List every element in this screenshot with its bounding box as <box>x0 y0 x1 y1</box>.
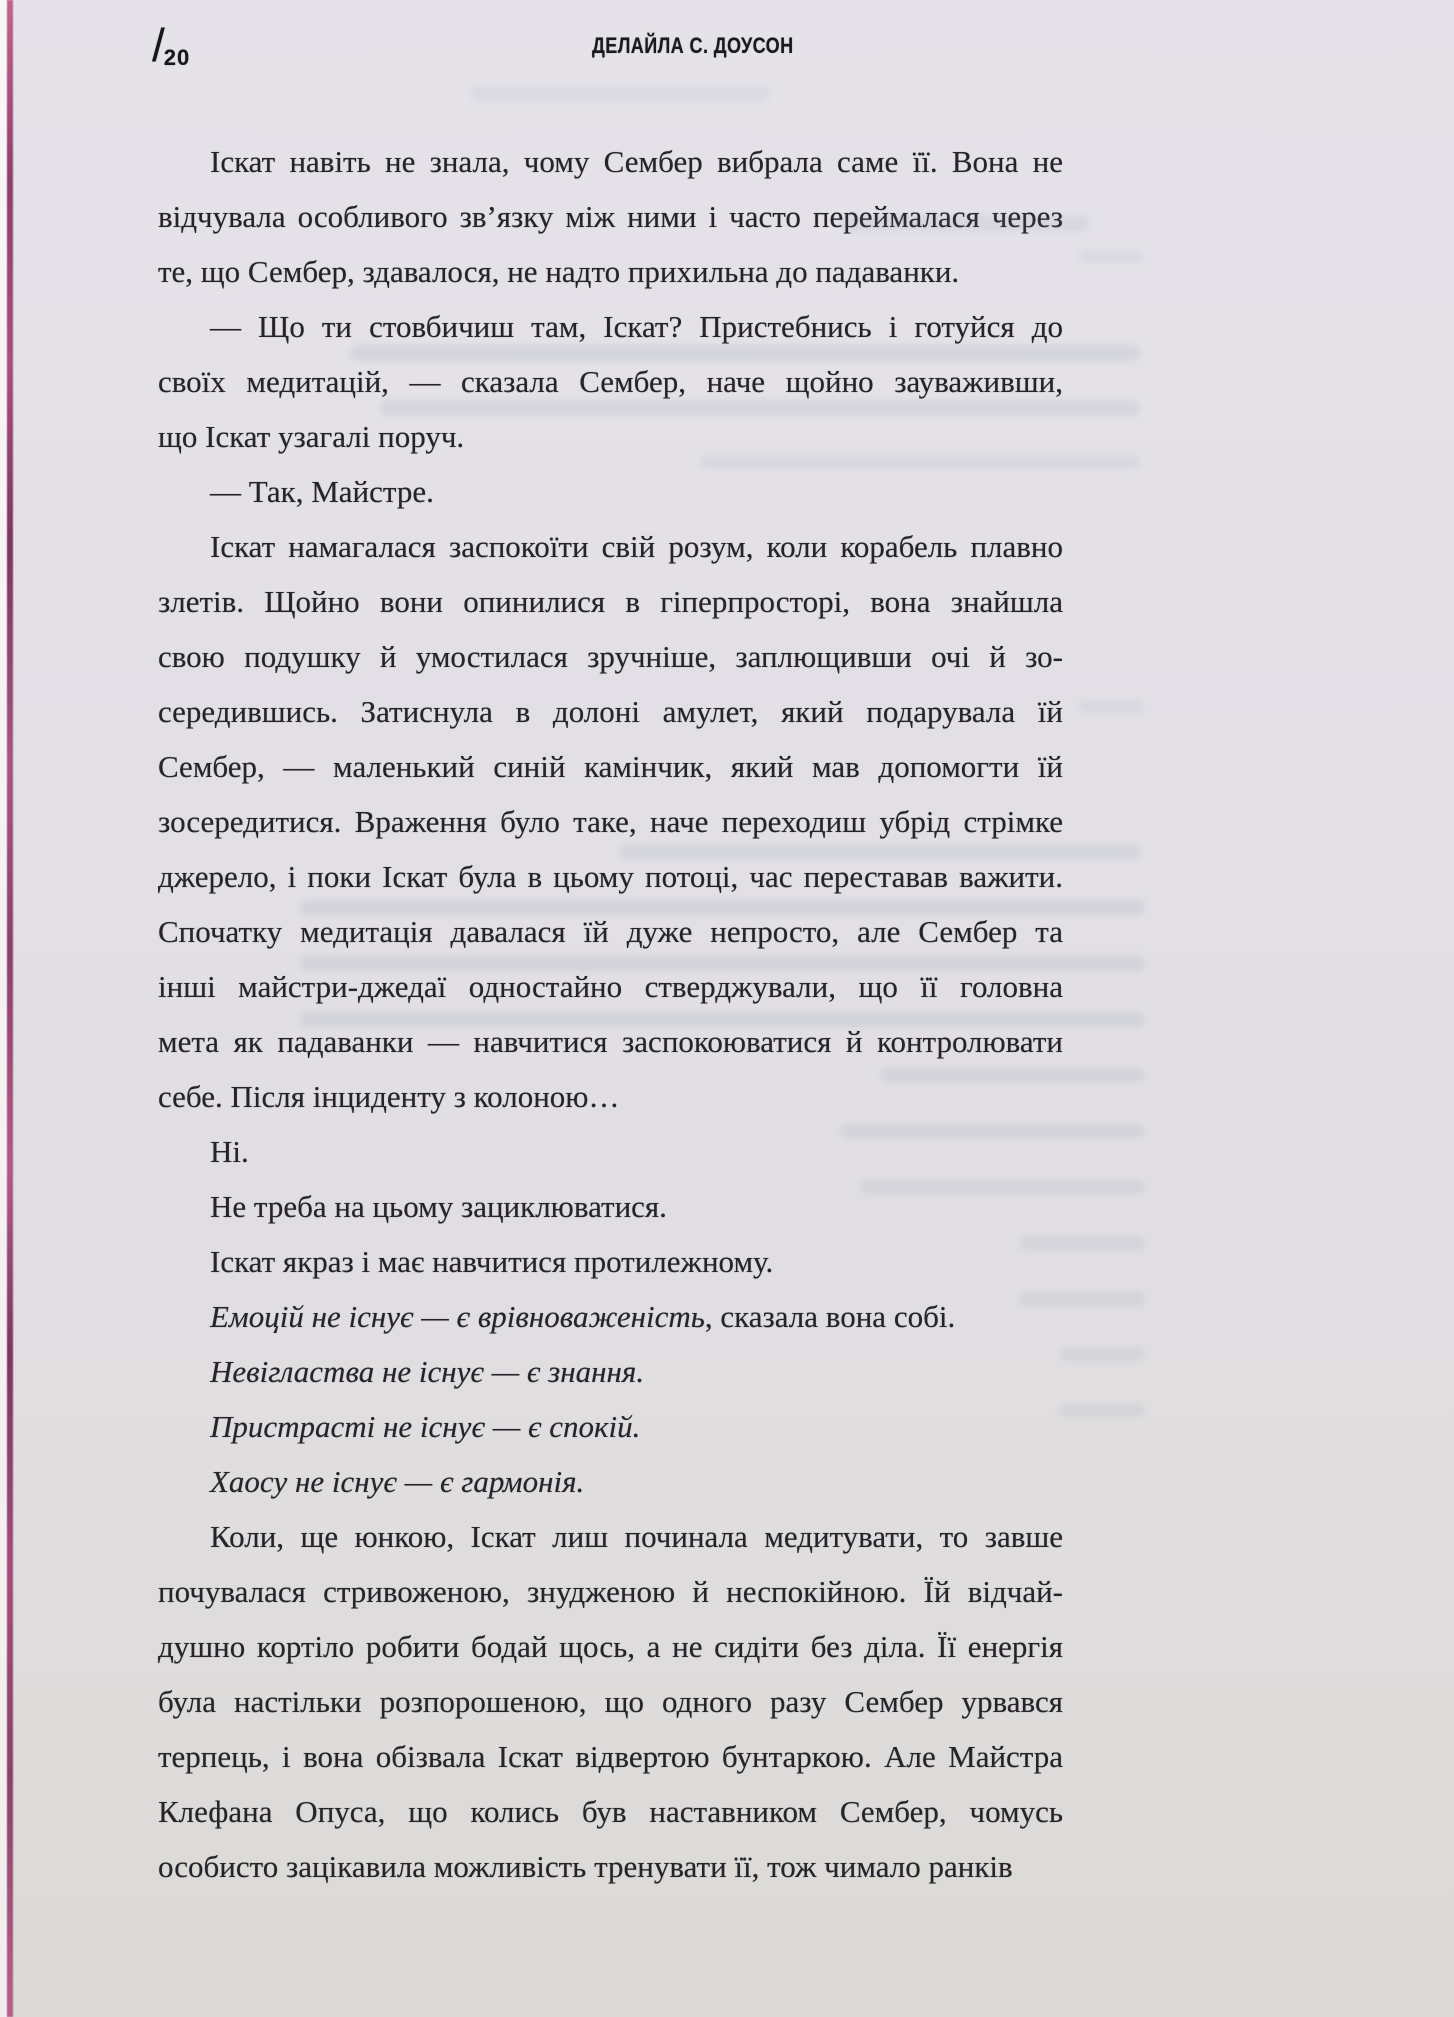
text-segment: відчувала особливого зв’язку між ними і часто переймалася через <box>158 199 1063 234</box>
text-line <box>158 519 1063 574</box>
text-segment: інші майстри-джедаї одностайно стверджували, що її головна <box>158 969 1063 1004</box>
page-edge <box>0 0 7 2017</box>
page-number-value: 20 <box>163 45 191 70</box>
text-segment: джерело, і поки Іскат була в цьому потоці, час переставав важити. <box>158 859 1063 894</box>
text-line <box>158 354 1063 409</box>
text-segment: терпець, і вона обізвала Іскат відвертою бунтаркою. Але Майстра <box>158 1739 1063 1774</box>
text-segment: що Іскат узагалі поруч. <box>158 419 465 454</box>
italic-text-segment: Невігластва не існує — є знання. <box>210 1354 645 1389</box>
text-segment: Іскат намагалася заспокоїти свій розум, коли корабель плавно <box>210 529 1063 564</box>
text-line <box>158 1674 1063 1729</box>
text-line <box>158 1069 1063 1124</box>
text-segment: те, що Сембер, здавалося, не надто прихильна до падаванки. <box>158 254 960 289</box>
text-segment: душно кортіло робити бодай щось, а не сидіти без діла. Її енергія <box>158 1629 1063 1664</box>
text-segment: почувалася стривоженою, знудженою й неспокійною. Їй відчай- <box>158 1574 1063 1609</box>
running-title: ДЕЛАЙЛА С. ДОУСОН <box>592 33 794 58</box>
text-segment: , сказала вона собі. <box>704 1299 956 1334</box>
text-line <box>158 574 1063 629</box>
text-line <box>158 1839 1063 1894</box>
text-line <box>158 1564 1063 1619</box>
text-line <box>158 1014 1063 1069</box>
text-segment: Не треба на цьому зациклюватися. <box>210 1189 667 1224</box>
text-line <box>158 739 1063 794</box>
text-segment: — Так, Майстре. <box>210 474 434 509</box>
text-line <box>158 299 1063 354</box>
text-line <box>158 1179 1063 1234</box>
text-segment: середившись. Затиснула в долоні амулет, який подарувала їй <box>158 694 1063 729</box>
text-line <box>158 1399 1063 1454</box>
text-line <box>158 409 1063 464</box>
italic-text-segment: Хаосу не існує — є гармонія. <box>210 1464 585 1499</box>
text-line <box>158 849 1063 904</box>
text-line <box>158 134 1063 189</box>
text-segment: Ні. <box>210 1134 249 1169</box>
book-cover-edge <box>7 0 13 2017</box>
bleed-through-mark <box>470 86 770 102</box>
bleed-through-mark <box>1078 700 1144 713</box>
text-line <box>158 1234 1063 1289</box>
italic-text-segment: Пристрасті не існує — є спокій. <box>210 1409 641 1444</box>
text-segment: мета як падаванки — навчитися заспокоюватися й контролювати <box>158 1024 1063 1059</box>
text-segment: Спочатку медитація давалася їй дуже непросто, але Сембер та <box>158 914 1063 949</box>
text-line <box>158 1509 1063 1564</box>
text-line <box>158 959 1063 1014</box>
text-line <box>158 794 1063 849</box>
text-line <box>158 244 1063 299</box>
text-segment: Клефана Опуса, що колись був наставником Сембер, чомусь <box>158 1794 1063 1829</box>
text-segment: особисто зацікавила можливість тренувати її, тож чимало ранків <box>158 1849 1013 1884</box>
text-line <box>158 904 1063 959</box>
text-line <box>158 684 1063 739</box>
text-segment: Іскат навіть не знала, чому Сембер вибрала саме її. Вона не <box>210 144 1063 179</box>
italic-text-segment: Емоцій не існує — є врівноваженість <box>210 1299 705 1334</box>
text-segment: злетів. Щойно вони опинилися в гіперпросторі, вона знайшла <box>158 584 1063 619</box>
text-line <box>158 1784 1063 1839</box>
text-segment: зосередитися. Враження було таке, наче переходиш убрід стрімке <box>158 804 1063 839</box>
text-line <box>158 1454 1063 1509</box>
text-line <box>158 1729 1063 1784</box>
page-number <box>152 19 191 71</box>
bleed-through-mark <box>1078 250 1144 263</box>
text-line <box>158 189 1063 244</box>
text-segment: Коли, ще юнкою, Іскат лиш починала медитувати, то завше <box>210 1519 1063 1554</box>
text-line <box>158 1124 1063 1179</box>
text-segment: себе. Після інциденту з колоною… <box>158 1079 620 1114</box>
body-text <box>158 134 1063 1894</box>
text-line <box>158 1289 1063 1344</box>
bleed-through-mark <box>1060 1404 1145 1417</box>
text-segment: — Що ти стовбичиш там, Іскат? Пристебнись і готуйся до <box>210 309 1063 344</box>
text-line <box>158 1619 1063 1674</box>
text-segment: Іскат якраз і має навчитися протилежному. <box>210 1244 774 1279</box>
page-number-slash: / <box>152 19 165 71</box>
text-segment: своїх медитацій, — сказала Сембер, наче щойно зауваживши, <box>158 364 1063 399</box>
text-line <box>158 1344 1063 1399</box>
bleed-through-mark <box>1060 1348 1145 1361</box>
text-segment: була настільки розпорошеною, що одного разу Сембер урвався <box>158 1684 1063 1719</box>
text-segment: Сембер, — маленький синій камінчик, який мав допомогти їй <box>158 749 1063 784</box>
text-line <box>158 629 1063 684</box>
text-line <box>158 464 1063 519</box>
text-segment: свою подушку й умостилася зручніше, заплющивши очі й зо- <box>158 639 1063 674</box>
